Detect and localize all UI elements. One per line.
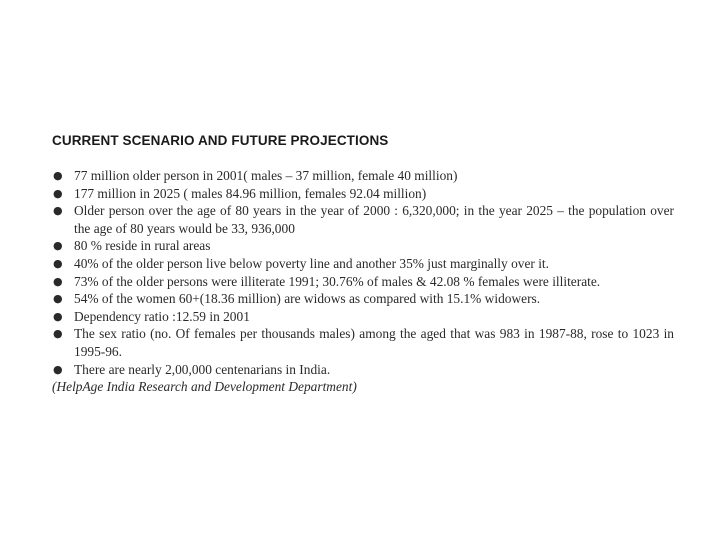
bullet-dot-icon: ● <box>53 309 63 323</box>
source-citation: (HelpAge India Research and Development Department) <box>52 379 357 395</box>
bullet-text: 77 million older person in 2001( males – 37 million, female 40 million) <box>74 168 458 183</box>
list-item <box>52 361 674 379</box>
bullet-dot-icon: ● <box>53 327 63 341</box>
bullet-dot-icon: ● <box>53 256 63 270</box>
bullet-text: 40% of the older person live below poverty line and another 35% just marginally over it. <box>74 255 550 271</box>
list-item <box>52 185 674 203</box>
bullet-dot-icon: ● <box>53 169 63 182</box>
slide-heading: CURRENT SCENARIO AND FUTURE PROJECTIONS <box>52 133 389 148</box>
list-item <box>52 255 674 273</box>
list-item <box>52 290 674 308</box>
bullet-dot-icon: ● <box>53 204 63 218</box>
bullet-dot-icon: ● <box>53 362 63 376</box>
list-item <box>52 202 674 237</box>
list-item <box>52 325 674 360</box>
bullet-dot-icon: ● <box>53 186 63 200</box>
bullet-text: The sex ratio (no. Of females per thousands males) among the aged that was 983 in 1987-88, rose to 1023 in 1995-96. <box>74 326 674 359</box>
list-item <box>52 273 674 291</box>
bullet-text: There are nearly 2,00,000 centenarians in India. <box>74 361 331 377</box>
list-item <box>52 308 674 326</box>
bullet-dot-icon: ● <box>53 239 63 253</box>
bullet-text: 177 million in 2025 ( males 84.96 million, females 92.04 million) <box>74 185 427 201</box>
bullet-text: 73% of the older persons were illiterate 1991; 30.76% of males & 42.08 % females were illiterate. <box>74 273 601 289</box>
bullet-text: Dependency ratio :12.59 in 2001 <box>74 308 250 324</box>
bullet-list <box>52 167 674 396</box>
bullet-text: 80 % reside in rural areas <box>74 238 211 254</box>
bullet-dot-icon: ● <box>53 292 63 306</box>
bullet-text: Older person over the age of 80 years in the year of 2000 : 6,320,000; in the year 2025 – the population over the age of 80 years would be 33, 936,000 <box>74 203 674 236</box>
bullet-dot-icon: ● <box>53 274 63 288</box>
list-item <box>52 237 674 255</box>
list-item <box>52 167 674 185</box>
bullet-text: 54% of the women 60+(18.36 million) are widows as compared with 15.1% widowers. <box>74 291 541 307</box>
